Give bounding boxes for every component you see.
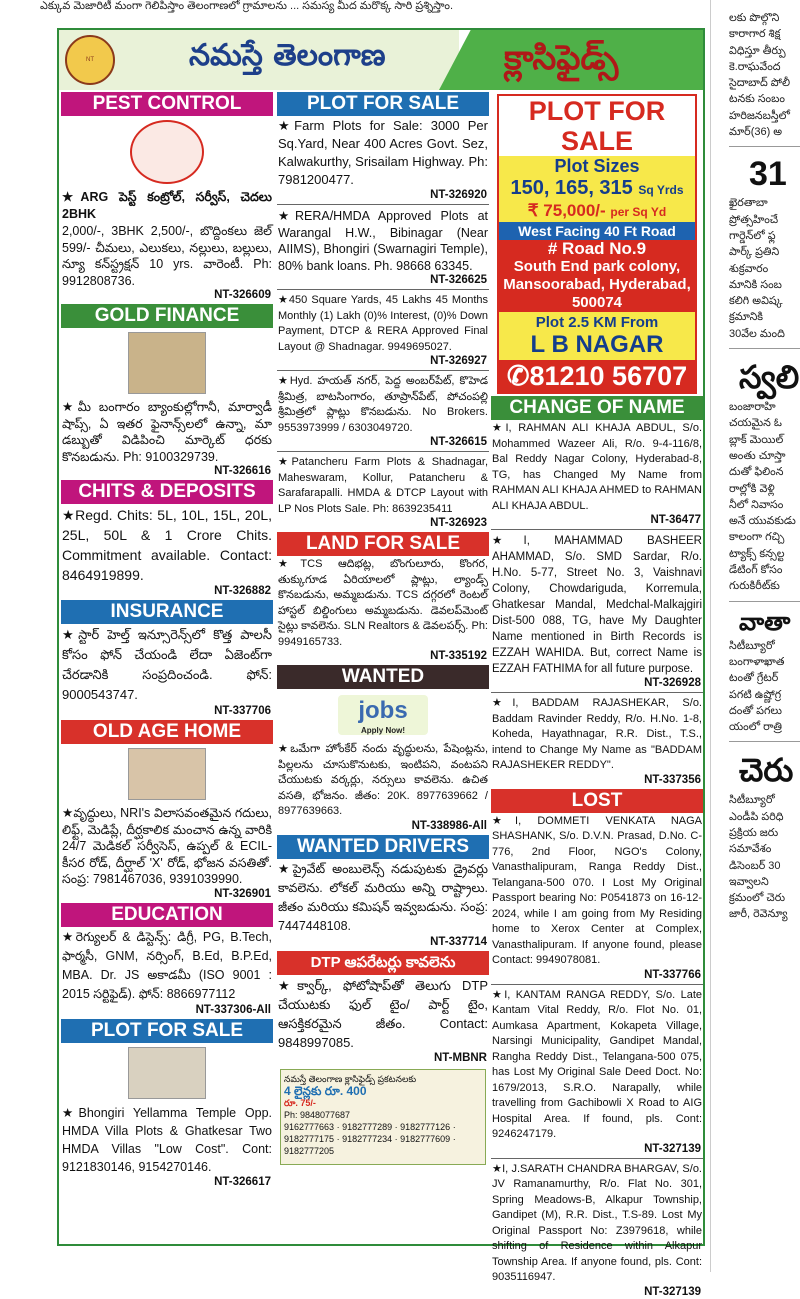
news-line: సమావేశం [729,843,772,856]
section-header-dtp-operators: DTP ఆపరేటర్లు కావలెను [277,951,489,975]
ad-code: NT-36477 [650,514,701,526]
ad-code: NT-337766 [644,968,701,981]
news-line: 30వేల మంది [729,327,785,340]
ad-lost-3: ★I, J.SARATH CHANDRA BHARGAV, S/o. JV Ramanamurthy, R/o. Flat No. 301, Spring Meadows-B, Alkapur Township, Gandipet (M), R.R. Dist., T.S-89. Lost My Original Passport No: Z3979618, while shifting of Residence within Alkapur Township Area. If anyone found, pls. Cont: 9035116947. [492,1162,702,1283]
ad-code: NT-326923 [430,517,487,529]
poster-sizes-unit: Sq Yrds [638,183,684,197]
newspaper-logo: NT [65,35,115,85]
news-line: దుతో ఫిలింన [729,466,784,479]
classifieds-rate-card [280,1069,486,1165]
ad-pest-lead: ★ARG పెస్ట్ కంట్రోల్, సర్వీస్, చెదలు 2BHK [62,190,272,221]
ad-code: NT-337714 [430,935,487,948]
ad-code: NT-327139 [644,1285,701,1298]
news-line: హరిజనబస్తీలో [729,109,790,122]
news-line: బంగాళాఖాత [729,655,785,668]
rate-card-price-2: రూ. 75/- [284,1097,316,1108]
ad-code: NT-326927 [430,355,487,367]
column-2 [277,90,489,1165]
pest-icon [130,120,204,184]
rate-card-numbers: 9162777663 · 9182777289 · 9182777126 · 9182777175 · 9182777234 · 9182777609 · 9182777205 [284,1121,456,1156]
poster-sizes-label: Plot Sizes [554,156,640,176]
section-header-pest-control: PEST CONTROL [61,92,273,116]
section-header-education: EDUCATION [61,903,273,927]
ad-plot-4: ★Hyd. హయత్ నగర్, పెద్ద అంబర్‌పేట్, కొహెడ శ్రీమిత్ర, బాటసింగారం, తూప్రాన్‌పేట్, పోచంపల్లి శ్రీమిత్రలో ప్లాట్లు కొనబడును. No Brokers. 9553973999 / 6303049720. [278,375,488,434]
news-line: జారీ, రెవెన్యూ [729,908,788,921]
ad-code: NT-326928 [644,677,701,689]
news-line: గార్డెన్‌లో ఫ్ల [729,229,776,242]
news-line: సిటీబ్యూరో [729,639,775,652]
rate-number: 9182777126 [400,1121,451,1132]
banner-classifieds-title: క్లాసిఫైడ్స్ [504,38,619,78]
ad-land-body: ★TCS ఆదిభట్ల, బొంగులూరు, కొంగర, తుక్కుగూడ ఏరియాలలో ప్లాట్లు, ల్యాండ్స్ కొనబడును, అమ్మబడును. TCS దగ్గరలో రెంటల్ హాస్టల్ బిల్డింగులు అమ్మబడును. డెవలప్‌మెంట్ సైట్లు కావలెను. SLN Realtors & డెవలపర్స్. Ph: 9949165733. [278,558,488,648]
adjacent-news-column [710,0,800,1272]
news-line: ట్యాక్స్ కన్సల్ట [729,547,785,560]
rate-number: 9182777234 [342,1133,393,1144]
column-3 [491,90,703,1299]
news-line: టనకు సంబం [729,93,785,106]
news-headline: వాతా [739,608,791,636]
news-line: అంతు చూస్తా [729,449,786,462]
news-headline: స్వలి [739,359,800,396]
jobs-apply-now-graphic [338,695,428,735]
ad-code: NT-326901 [214,887,271,900]
plot-for-sale-poster [497,94,697,394]
rate-number: 9182777609 [400,1133,451,1144]
news-headline: 31 [749,155,787,194]
section-header-wanted: WANTED [277,665,489,689]
ad-change-3: ★I, BADDAM RAJASHEKAR, S/o. Baddam Ravinder Reddy, R/o. H.No. 1-8, Koheda, Hayathnagar, R.R. Dist., T.S., intend to Change My Name as "BADDAM RAJASHEKER REDDY". [492,697,702,771]
ad-code: NT-338986-All [411,819,487,832]
ad-change-2: ★I, MAHAMMAD BASHEER AHAMMAD, S/o. SMD Sardar, R/o. H.No. 5-77, Street No. 3, Vaishnavi Colony, Chowdariguda, Korremula, Ghatkesar Mandal, Medchal-Malkajgiri Dist-500 088, TG, have My Daughter Name mentioned in Birth Records is EZZAH WAHIDA. But, correct Name is EZZAH FATHIMA for all future purpose. [492,535,702,675]
news-line: ఖైరతాబా [729,197,768,210]
section-header-land-for-sale: LAND FOR SALE [277,532,489,556]
news-line: కలిగి అవిష్క [729,295,783,308]
news-line: బ్లాక్ మెయిల్ [729,433,784,446]
ad-code: NT-337706 [214,705,271,717]
poster-title: PLOT FOR SALE [499,96,695,156]
news-line: నీలో నివాసం [729,498,784,511]
news-line: టంతో గ్రేటర్ [729,672,779,685]
classifieds-banner [59,30,703,90]
ad-oldage-body: ★వృద్ధులు, NRI's విలాసవంతమైన గదులు, లిఫ్ట్, మెడిప్లే, దీర్ఘకాలిక మంచాన ఉన్న వారికి 24/7 మెడికల్ సర్వీసెస్, ఉప్పల్ & ECIL- కీసర రోడ్, దీర్ఘాల్ 'X' రోడ్, భోజన వసతితో. సంప్ర: 7981467036, 9391039990. [62,806,272,886]
section-header-chits-deposits: CHITS & DEPOSITS [61,480,273,504]
news-line: లకు పొల్గొని [729,12,780,24]
ad-code: NT-326882 [214,585,271,597]
banner-title: నమస్తే తెలంగాణ [189,38,386,73]
section-header-insurance: INSURANCE [61,600,273,624]
poster-price: ₹ 75,000/- [527,201,606,220]
news-line: పార్క్ ప్రతిని [729,246,780,259]
ad-code: NT-326609 [214,289,271,301]
ad-code: NT-335192 [430,650,487,662]
plot-layout-image [128,1047,206,1099]
poster-phone: ✆81210 56707 [499,360,695,392]
news-headline: చెరు [739,752,794,789]
top-text-strip: ఎక్కువ మెజారిటీ మంగా గెలిపిస్తాం తెలంగాణలో గ్రామాలను ... సమస్య మీద మరొక్క సారి ప్రశ్నిస్తాం. [40,0,454,12]
news-line: పగటి ఉష్ణోగ్ర [729,688,782,701]
poster-sizes [499,156,695,222]
news-line: డిసెంబర్ 30 [729,859,781,872]
news-line: ఎండీపి పరిధి [729,810,784,823]
section-header-change-of-name: CHANGE OF NAME [491,396,703,420]
rate-number: 9182777175 [284,1133,335,1144]
news-line: సిటీబ్యూరో [729,794,775,807]
ad-code: NT-326616 [214,465,271,477]
ad-code: NT-326615 [430,436,487,448]
news-line: యంలో రాత్రి [729,721,783,734]
news-line: గురుకిరీట్‌కు [729,580,780,593]
ad-code: NT-MBNR [433,1051,487,1064]
news-line: కారాగార శిక్ష [729,28,781,41]
rate-number: 9182777289 [342,1121,393,1132]
ad-pest-body: 2,000/-, 3BHK 2,500/-, బొద్దింకలు జెల్ 599/- చీమలు, ఎలుకలు, నల్లులు, బల్లులు, న్యూ కన్‌స్ట్రక్షన్ 10 yrs. వారెంటీ. Ph: 9912808736. [62,224,272,288]
section-header-lost: LOST [491,789,703,813]
rate-card-phone: Ph: 9848077687 [284,1109,351,1120]
old-age-home-image [128,748,206,800]
ad-lost-1: ★I, DOMMETI VENKATA NAGA SHASHANK, S/o. D.V.N. Prasad, D.No. C-776, 2nd Floor, NGO's Colony, Vanasthalipuram, Ranga Reddy Dist., Telangana-500 070. I Lost My Original Passport bearing No: P0541873 on 16-12-2024, while I am going from My Residing home to Xerox Center at Complex, Vanasthalipuram. If anyone found, please Contact: 9949078081. [492,814,702,966]
news-line: కాలంగా గచ్చి [729,531,785,544]
news-line: శుక్రవారం [729,262,769,275]
ad-code: NT-326920 [430,189,487,201]
news-line: అనే యువకుడు [729,515,796,528]
news-line: ఇవ్వాలని [729,875,769,888]
section-header-plot-for-sale: PLOT FOR SALE [61,1019,273,1043]
ad-gold-body: ★మీ బంగారం బ్యాంకుల్లోగానీ, మార్వాడీ షాప్స్, ఏ ఇతర ఫైనాన్స్‌లలో ఉన్నా, మా డబ్బుతో విడిపించి మార్కెట్ ధరకు కొనబడును. Ph: 9100329739. [62,400,272,464]
news-line: సైదాబాద్ పోలీ [729,77,791,90]
jobs-apply-now-text: Apply Now! [361,726,405,735]
column-1 [61,90,273,1189]
poster-road: # Road No.9 [547,239,647,258]
money-image [128,332,206,394]
ad-education-body: ★రెగ్యులర్ & డిస్టెన్స్: డిగ్రీ, PG, B.Tech, ఫార్మసీ, GNM, నర్సింగ్, B.Ed, B.P.Ed, MBA. Dr. JS అకాడమీ (ISO 9001 : 2015 సర్టిఫైడ్). ఫోన్: 8866977112 [62,929,272,1001]
ad-wanted-body: ★ఒమేగా హోంకేర్ నందు వృద్ధులను, పేషెంట్లను, పిల్లలను చూసుకొనుటకు, ఇంటిపని, వంటపని చేయుటకు వర్కర్లు, నర్సులు కావలెను. ఉచిత వసతి, భోజనం. జీతం: 20K. 8977639662 / 8977639663. [278,743,488,817]
poster-price-unit: per Sq Yd [610,205,667,219]
news-line: మానికి సంబ [729,278,782,291]
ad-plot-2: ★RERA/HMDA Approved Plots at Warangal H.W., Bibinagar (Near AIIMS), Bhongiri (Swarnagiri Temple), 80% bank loans. Ph. 98668 63345. [278,209,488,273]
ad-plot-body: ★Bhongiri Yellamma Temple Opp. HMDA Villa Plots & Ghatkesar Two HMDA Villas "Low Cost". Cont: 9121830146, 9154270146. [62,1105,272,1174]
news-line: రాల్లోకి వెళ్లి [729,482,775,495]
ad-chits-body: ★Regd. Chits: 5L, 10L, 15L, 20L, 25L, 50L & 1 Crore Chits. Commitment available. Contact: 8464919899. [62,507,272,583]
rate-number: 9182777205 [284,1145,335,1156]
news-line: బంజారాహి [729,401,776,414]
ad-plot-1: ★Farm Plots for Sale: 3000 Per Sq.Yard, Near 400 Acres Govt. Sez, Kalwakurthy, Srisailam Highway. Ph: 7981200477. [278,118,488,187]
ad-change-1: ★I, RAHMAN ALI KHAJA ABDUL, S/o. Mohammed Wazeer Ali, R/o. 9-4-116/8, Bal Reddy Nagar Colony, Hyderabad-8, TG, has Changed My Name from RAHMAN ALI KHAJA AHMED to RAHMAN ALI KHAJA ABDUL. [492,422,702,512]
ad-drivers-body: ★ప్రైవేట్ అంబులెన్స్ నడుపుటకు డ్రైవర్లు కావలెను. లోకల్ మరియు అన్ని రాష్ట్రాలు. జీతం మరియు కమిషన్ ఇవ్వబడును. సంప్ర: 7447448108. [278,861,488,933]
news-line: క్రమానికి [729,311,764,324]
ad-code: NT-337306-All [195,1003,271,1016]
poster-facing: West Facing 40 Ft Road [499,222,695,240]
section-header-wanted-drivers: WANTED DRIVERS [277,835,489,859]
news-line: మార్(36) అ [729,126,783,139]
ad-code: NT-326625 [430,274,487,286]
ad-code: NT-327139 [644,1142,701,1155]
ad-code: NT-326617 [214,1175,271,1188]
news-line: దంతో పగలు [729,704,782,717]
ad-insurance-body: ★స్టార్ హెల్త్ ఇన్సూరెన్స్‌లో కొత్త పాలసీ కోసం ఫోన్ చేయండి లేదా ఏజెంట్‌గా చేరడానికి సంప్రదించండి. ఫోన్: 9000543747. [62,627,272,702]
news-line: చయమైన ఓ [729,417,782,430]
poster-sizes-values: 150, 165, 315 [510,177,633,199]
news-line: ప్రక్రియ జరు [729,826,779,839]
news-line: ప్రోత్సహించే [729,213,779,226]
section-header-old-age-home: OLD AGE HOME [61,720,273,744]
rate-card-heading: నమస్తే తెలంగాణ క్లాసిఫైడ్స్ ప్రకటనలకు [284,1073,417,1084]
section-header-plot-for-sale: PLOT FOR SALE [277,92,489,116]
news-line: డేటింగ్ కోసం [729,564,783,577]
ad-lost-2: ★I, KANTAM RANGA REDDY, S/o. Late Kantam Vital Reddy, R/o. Flot No. 01, Aumkasa Apartment, Kokapeta Village, Narsingi Municipality, Gandipet Mandal, Rangha Reddy Dist., Telangana-500 075, has Lost My Original Sale Deed Doct. No: 1679/2013, S.R.O. Narapally, while travelling from Gachibowli X Road to AIG Hospital Area. If found, pls. Cont: 9246247179. [492,988,702,1140]
news-line: విధిస్తూ తీర్పు [729,44,786,57]
rate-number: 9162777663 [284,1121,335,1132]
poster-place: L B NAGAR [530,331,664,358]
poster-address: South End park colony, Mansoorabad, Hyderabad, 500074 [503,258,691,311]
news-line: కె.రాఘవేంద [729,60,781,73]
ad-dtp-body: ★క్వార్క్, ఫోటోషాప్‌తో తెలుగు DTP చేయుటకు ఫుల్ టైం/ పార్ట్ టైం, ఆసక్తికరమైన జీతం. Contact: 9848997085. [278,977,488,1050]
ad-plot-3: ★450 Square Yards, 45 Lakhs 45 Months Monthly (1) Lakh (0)% Interest, (0)% Down Payment, DTCP & RERA Approved Final Layout @ Shadnagar. 9949695027. [278,294,488,353]
ad-code: NT-337356 [644,773,701,786]
news-line: క్రమంలో చెరు [729,892,786,905]
rate-card-price: 4 లైన్లకు రూ. 400 [284,1083,367,1098]
section-header-gold-finance: GOLD FINANCE [61,304,273,328]
poster-distance: Plot 2.5 KM From [535,314,659,331]
ad-plot-5: ★Patancheru Farm Plots & Shadnagar, Maheswaram, Kollur, Patancheru & Sarafarapalli. HMDA & DTCP Layout with LP Nos Plots Sale. Ph: 8639235411 [278,456,488,515]
jobs-logo-text: jobs [358,697,408,724]
classifieds-panel [57,28,705,1298]
